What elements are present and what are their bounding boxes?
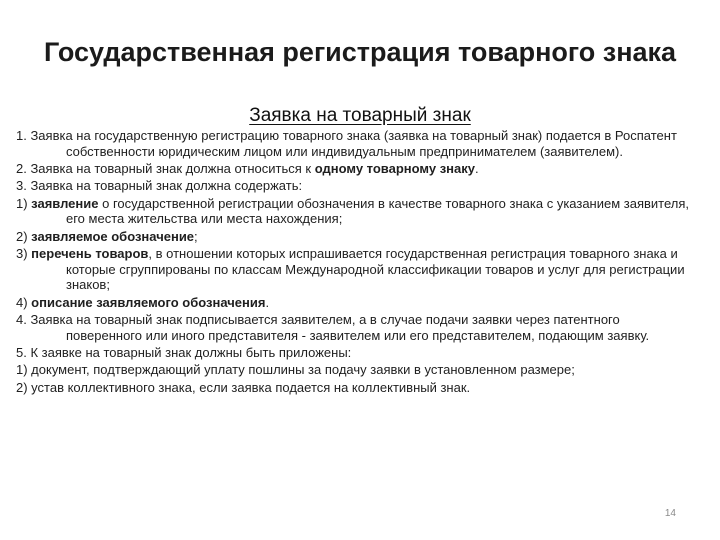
paragraph-2: 2. Заявка на товарный знак должна относиться к одному товарному знаку.	[16, 160, 479, 176]
paragraph-6: 3) перечень товаров, в отношении которых испрашивается государственная регистрация товарного знака и которые сгруппированы по классам Международной классификации товаров и услуг для регистрации знаков;	[16, 246, 685, 293]
paragraph-7: 4) описание заявляемого обозначения.	[16, 294, 270, 310]
paragraph-8: 4. Заявка на товарный знак подписывается заявителем, а в случае подачи заявки через патентного поверенного или иного представителя - заявителем или его представителем, подающим заявку.	[16, 312, 650, 343]
paragraph-4: 1) заявление о государственной регистрации обозначения в качестве товарного знака с указанием заявителя, его места жительства или места нахождения;	[16, 195, 690, 227]
paragraph-10: 1) документ, подтверждающий уплату пошлины за подачу заявки в установленном размере;	[16, 362, 575, 378]
bold-term: заявляемое обозначение	[31, 228, 195, 244]
bold-term: заявление	[31, 195, 99, 211]
bold-term: одному товарному знаку	[314, 160, 475, 176]
paragraph-3: 3. Заявка на товарный знак должна содержать:	[16, 178, 303, 194]
slide-subtitle: Заявка на товарный знак	[249, 105, 471, 126]
bold-term: описание заявляемого обозначения	[31, 294, 266, 310]
slide-title: Государственная регистрация товарного знака	[43, 37, 677, 67]
bold-term: перечень товаров	[31, 246, 149, 262]
slide-body	[16, 128, 696, 397]
page-number: 14	[664, 508, 676, 519]
paragraph-11: 2) устав коллективного знака, если заявка подается на коллективный знак.	[16, 379, 471, 395]
paragraph-1: 1. Заявка на государственную регистрацию товарного знака (заявка на товарный знак) подается в Роспатент собственности юридическим лицом или индивидуальным предпринимателем (заявителем).	[16, 128, 677, 159]
paragraph-5: 2) заявляемое обозначение;	[16, 228, 198, 244]
paragraph-9: 5. К заявке на товарный знак должны быть приложены:	[16, 345, 352, 361]
